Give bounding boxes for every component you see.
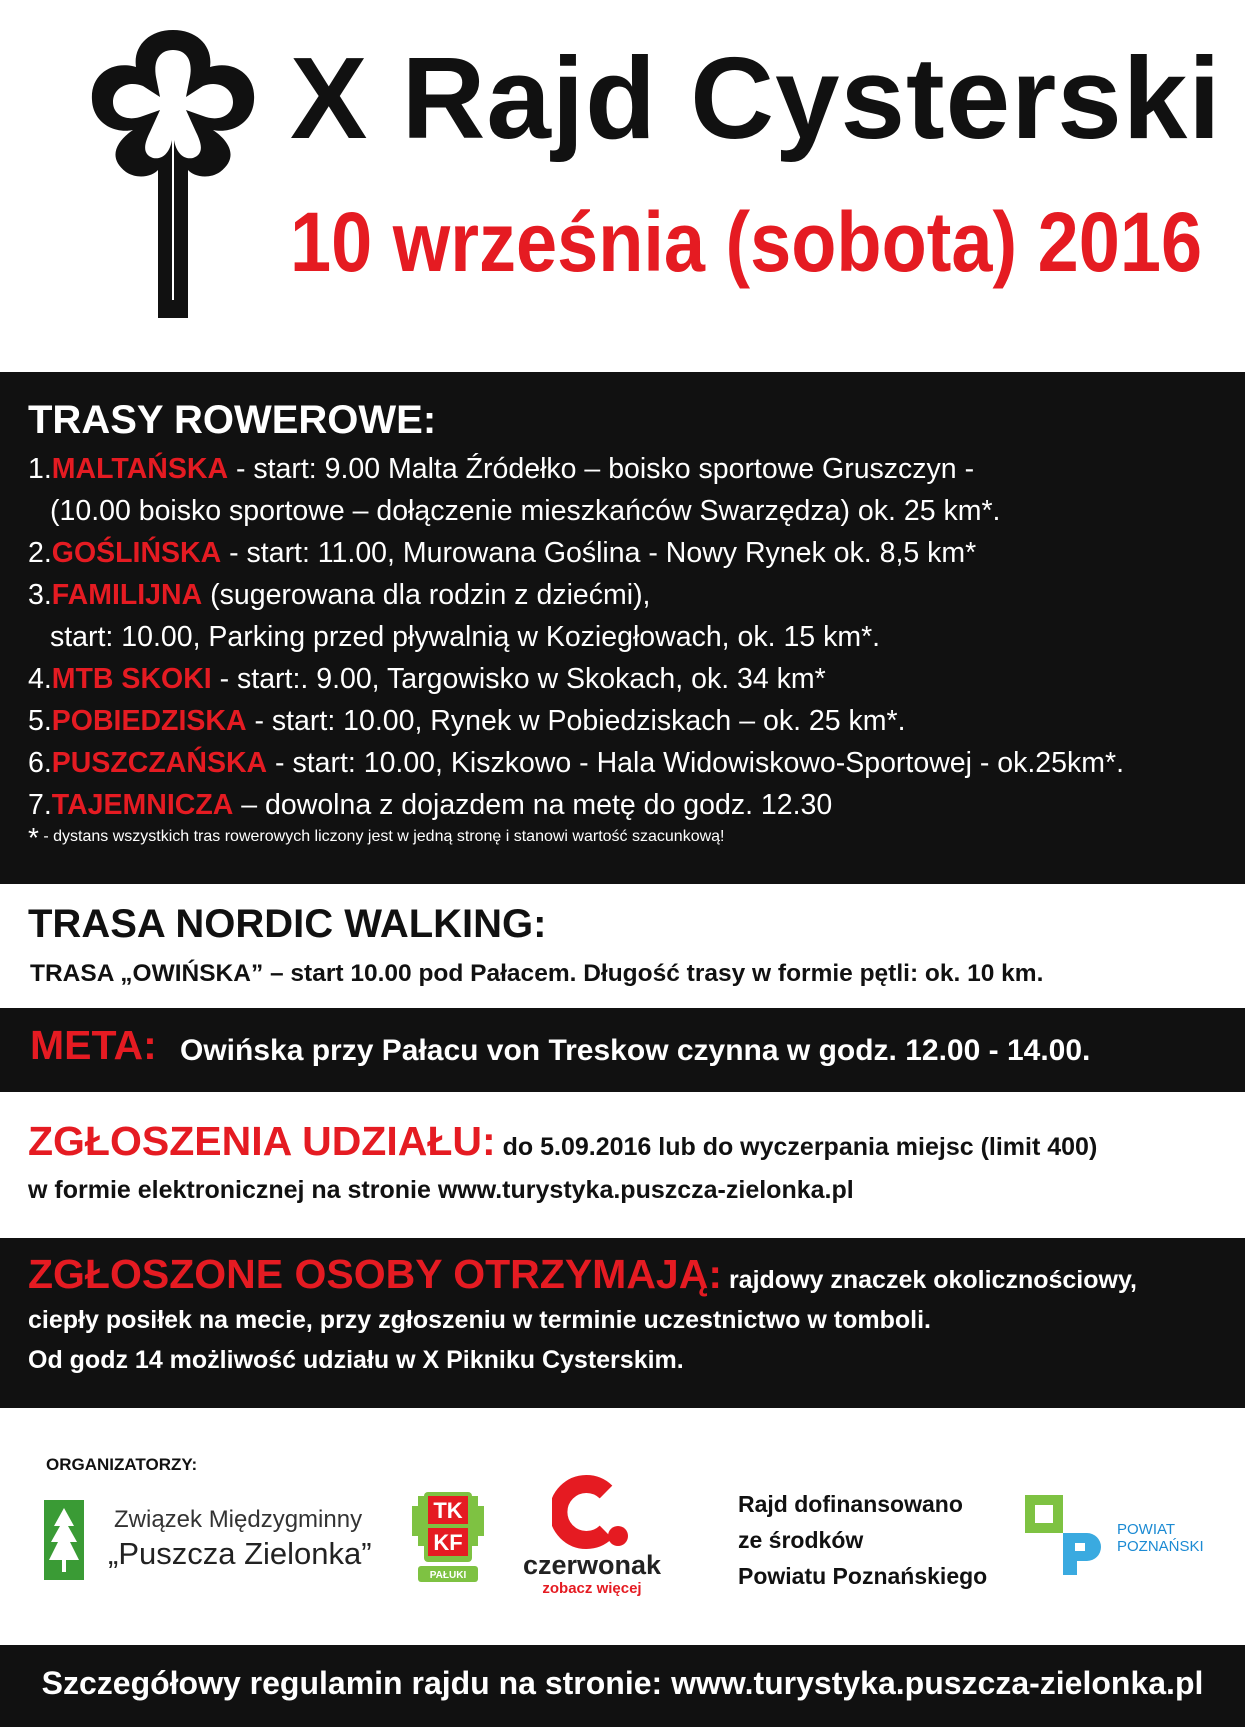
route-number: 1. <box>28 453 52 485</box>
route-number: 5. <box>28 705 52 737</box>
organizer-name-line1: Związek Międzygminny <box>114 1506 363 1533</box>
route-name: TAJEMNICZA <box>51 789 234 821</box>
route-number: 7. <box>28 789 52 821</box>
powiat-name <box>1117 1521 1204 1555</box>
footer-rules-link-text: Szczegółowy regulamin rajdu na stronie: www.turystyka.puszcza-zielonka.pl <box>41 1665 1204 1701</box>
svg-text:TK: TK <box>433 1498 463 1523</box>
route-details-continued: (10.00 boisko sportowe – dołączenie mieszkańców Swarzędza) ok. 25 km*. <box>50 495 1001 527</box>
cofunding-line: ze środków <box>738 1527 864 1553</box>
route-number: 6. <box>28 747 52 779</box>
route-name: GOŚLIŃSKA <box>51 537 222 569</box>
benefits-text: rajdowy znaczek okolicznościowy, <box>728 1266 1137 1294</box>
nordic-walking-details: TRASA „OWIŃSKA” – start 10.00 pod Pałacem. Długość trasy w formie pętli: ok. 10 km. <box>30 960 1044 987</box>
route-details: - start: 10.00, Rynek w Pobiedziskach – ok. 25 km*. <box>246 705 906 737</box>
finish-details: Owińska przy Pałacu von Treskow czynna w godz. 12.00 - 14.00. <box>180 1034 1091 1067</box>
svg-text:KF: KF <box>433 1530 463 1555</box>
route-item <box>28 742 1245 784</box>
footer-bar <box>0 1645 1245 1727</box>
czerwonak-c-icon <box>552 1474 632 1550</box>
note-text: - dystans wszystkich tras rowerowych liczony jest w jedną stronę i stanowi wartość szacunkową! <box>38 828 725 845</box>
registration-deadline: do 5.09.2016 lub do wyczerpania miejsc (limit 400) <box>495 1133 1098 1161</box>
benefits-box <box>0 1238 1245 1408</box>
svg-text:PAŁUKI: PAŁUKI <box>429 1570 467 1581</box>
organizers-label: ORGANIZATORZY: <box>46 1455 198 1474</box>
event-title: X Rajd Cysterski <box>290 33 1222 163</box>
bike-routes-heading: TRASY ROWEROWE: <box>28 398 437 442</box>
powiat-poznanski-logo <box>1025 1495 1225 1575</box>
route-number: 4. <box>28 663 52 695</box>
route-item <box>28 784 1245 826</box>
route-item <box>28 532 1245 574</box>
note-asterisk: * <box>28 822 39 853</box>
organizer-name-line2: „Puszcza Zielonka” <box>108 1536 372 1571</box>
czerwonak-logo <box>512 1474 672 1597</box>
nordic-walking-heading: TRASA NORDIC WALKING: <box>28 902 547 946</box>
cofunding-line: Rajd dofinansowano <box>738 1491 963 1517</box>
route-number: 2. <box>28 537 52 569</box>
route-details-continued: start: 10.00, Parking przed pływalnią w Koziegłowach, ok. 15 km*. <box>50 621 881 653</box>
route-details: - start: 11.00, Murowana Goślina - Nowy Rynek ok. 8,5 km* <box>221 537 977 569</box>
registration-line <box>28 1118 1097 1165</box>
registration-label: ZGŁOSZENIA UDZIAŁU: <box>28 1118 496 1164</box>
distance-note <box>28 822 1245 853</box>
czerwonak-wordmark: czerwonak <box>522 1550 662 1580</box>
benefits-text: Od godz 14 możliwość udziału w X Pikniku Cysterskim. <box>28 1346 684 1374</box>
route-item <box>28 700 1245 742</box>
route-item <box>28 574 1245 658</box>
route-details: – dowolna z dojazdem na metę do godz. 12.30 <box>233 789 833 821</box>
route-name: MTB SKOKI <box>51 663 212 695</box>
route-details: - start: 9.00 Malta Źródełko – boisko sportowe Gruszczyn - <box>228 453 975 485</box>
tree-icon <box>44 1500 84 1580</box>
cofunding-line: Powiatu Poznańskiego <box>738 1563 988 1589</box>
route-number: 3. <box>28 579 52 611</box>
route-item <box>28 448 1245 532</box>
route-name: FAMILIJNA <box>51 579 203 611</box>
czerwonak-tagline: zobacz więcej <box>542 1580 642 1597</box>
finish-label: META: <box>30 1022 157 1068</box>
powiat-squares-icon <box>1025 1495 1105 1575</box>
puszcza-zielonka-logo <box>44 1500 384 1580</box>
powiat-name-line: POZNAŃSKI <box>1117 1538 1204 1555</box>
cofunding-note <box>738 1486 987 1594</box>
powiat-name-line: POWIAT <box>1117 1521 1176 1538</box>
event-date: 10 września (sobota) 2016 <box>290 195 1203 289</box>
route-name: POBIEDZISKA <box>51 705 247 737</box>
finish-box <box>0 1008 1245 1092</box>
route-name: PUSZCZAŃSKA <box>51 747 268 779</box>
benefits-line <box>28 1251 1245 1300</box>
route-item <box>28 658 1245 700</box>
route-details: - start: 10.00, Kiszkowo - Hala Widowiskowo-Sportowej - ok.25km*. <box>267 747 1125 779</box>
bike-routes-box <box>0 372 1245 884</box>
cistercian-cross-logo <box>78 22 268 327</box>
route-details: - start:. 9.00, Targowisko w Skokach, ok. 34 km* <box>211 663 826 695</box>
benefits-text: ciepły posiłek na mecie, przy zgłoszeniu w terminie uczestnictwo w tomboli. <box>28 1306 931 1334</box>
registration-website: w formie elektronicznej na stronie www.turystyka.puszcza-zielonka.pl <box>28 1176 854 1204</box>
benefits-label: ZGŁOSZONE OSOBY OTRZYMAJĄ: <box>28 1251 722 1297</box>
route-details: (sugerowana dla rodzin z dziećmi), <box>202 579 651 611</box>
tkkf-paluki-logo <box>410 1486 486 1588</box>
route-name: MALTAŃSKA <box>51 453 229 485</box>
